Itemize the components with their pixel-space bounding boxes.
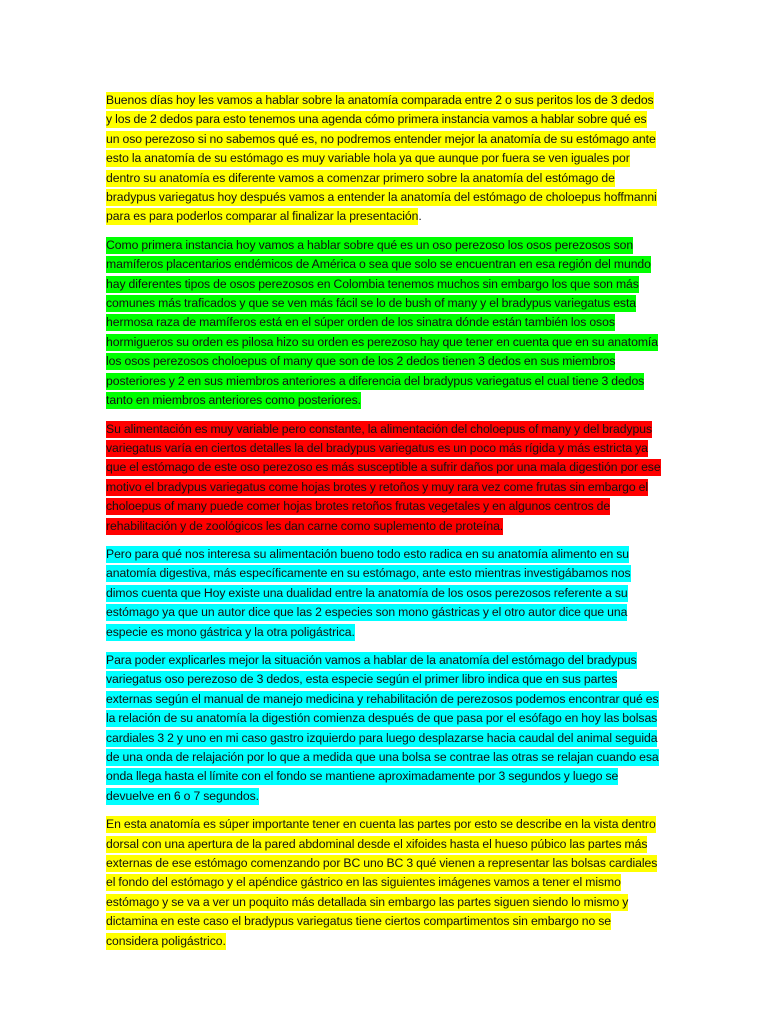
document-page [106, 91, 662, 960]
paragraph-stomach-parts-text: En esta anatomía es súper importante tener en cuenta las partes por esto se describe en la vista dentro dorsal con una apertura de la pared abdominal desde el xifoides hasta el hueso púbico las partes más externas de ese estómago comenzando por BC uno BC 3 qué vienen a representar las bolsas cardiales el fondo del estómago y el apéndice gástrico en las siguientes imágenes vamos a tener el mismo estómago y se va a ver un poquito más detallada sin embargo las partes siguen siendo lo mismo y dictamina en este caso el bradypus variegatus tiene ciertos compartimentos sin embargo no se considera poligástrico. [106, 817, 658, 948]
paragraph-intro-text: Buenos días hoy les vamos a hablar sobre la anatomía comparada entre 2 o sus peritos los de 3 dedos y los de 2 dedos para esto tenemos una agenda cómo primera instancia vamos a hablar sobre qué es un oso perezoso si no sabemos qué es, no podremos entender mejor la anatomía de su estómago ante esto la anatomía de su estómago es muy variable hola ya que aunque por fuera se ven iguales por dentro su anatomía es diferente vamos a comenzar primero sobre la anatomía del estómago de bradypus variegatus hoy después vamos a entender la anatomía del estómago de choloepus hoffmanni para es para poderlos comparar al finalizar la presentación [106, 93, 657, 224]
paragraph-intro-tail: . [418, 209, 422, 224]
paragraph-feeding-text: Su alimentación es muy variable pero constante, la alimentación del choloepus of many y del bradypus variegatus varía en ciertos detalles la del bradypus variegatus es un poco más rígida y más estricta ya que el estómago de este oso perezoso es más susceptible a sufrir daños por una mala digestión por ese motivo el bradypus variegatus come hojas brotes y retoños y muy rara vez come frutas sin embargo el choloepus of many puede comer hojas brotes retoños frutas vegetales y en algunos centros de rehabilitación y de zoológicos les dan carne como suplemento de proteína. [106, 421, 661, 533]
paragraph-intro [106, 91, 662, 227]
paragraph-stomach-parts [106, 815, 662, 951]
paragraph-what-is-sloth [106, 236, 662, 411]
paragraph-stomach-bradypus [106, 651, 662, 806]
paragraph-digestive-anatomy-text: Pero para qué nos interesa su alimentación bueno todo esto radica en su anatomía alimento en su anatomía digestiva, más específicamente en su estómago, ante esto mientras investigábamos nos dimos cuenta que Hoy existe una dualidad entre la anatomía de los osos perezosos referente a su estómago ya que un autor dice que las 2 especies son mono gástricas y el otro autor dice que una especie es mono gástrica y la otra poligástrica. [106, 546, 631, 639]
paragraph-feeding [106, 420, 662, 536]
paragraph-stomach-bradypus-text: Para poder explicarles mejor la situación vamos a hablar de la anatomía del estómago del bradypus variegatus oso perezoso de 3 dedos, esta especie según el primer libro indica que en sus partes externas según el manual de manejo medicina y rehabilitación de perezosos podemos encontrar qué es la relación de su anatomía la digestión comienza después de que pasa por el esófago en hoy las bolsas cardiales 3 2 y uno en mi caso gastro izquierdo para luego desplazarse hacia caudal del animal seguida de una onda de relajación por lo que a medida que una bolsa se contrae las otras se relajan cuando esa onda llega hasta el límite con el fondo se mantiene aproximadamente por 3 segundos y luego se devuelve en 6 o 7 segundos. [106, 652, 659, 803]
paragraph-what-is-sloth-text: Como primera instancia hoy vamos a hablar sobre qué es un oso perezoso los osos perezosos son mamíferos placentarios endémicos de América o sea que solo se encuentran en esa región del mundo hay diferentes tipos de osos perezosos en Colombia tenemos muchos sin embargo los que son más comunes más traficados y que se ven más fácil se lo de bush of many y el bradypus variegatus esta hermosa raza de mamíferos está en el súper orden de los sinatra dónde están también los osos hormigueros su orden es pilosa hizo su orden es perezoso hay que tener en cuenta que en su anatomía los osos perezosos choloepus of many que son de los 2 dedos tienen 3 dedos en sus miembros posteriores y 2 en sus miembros anteriores a diferencia del bradypus variegatus el cual tiene 3 dedos tanto en miembros anteriores como posteriores. [106, 237, 658, 408]
paragraph-digestive-anatomy [106, 545, 662, 642]
